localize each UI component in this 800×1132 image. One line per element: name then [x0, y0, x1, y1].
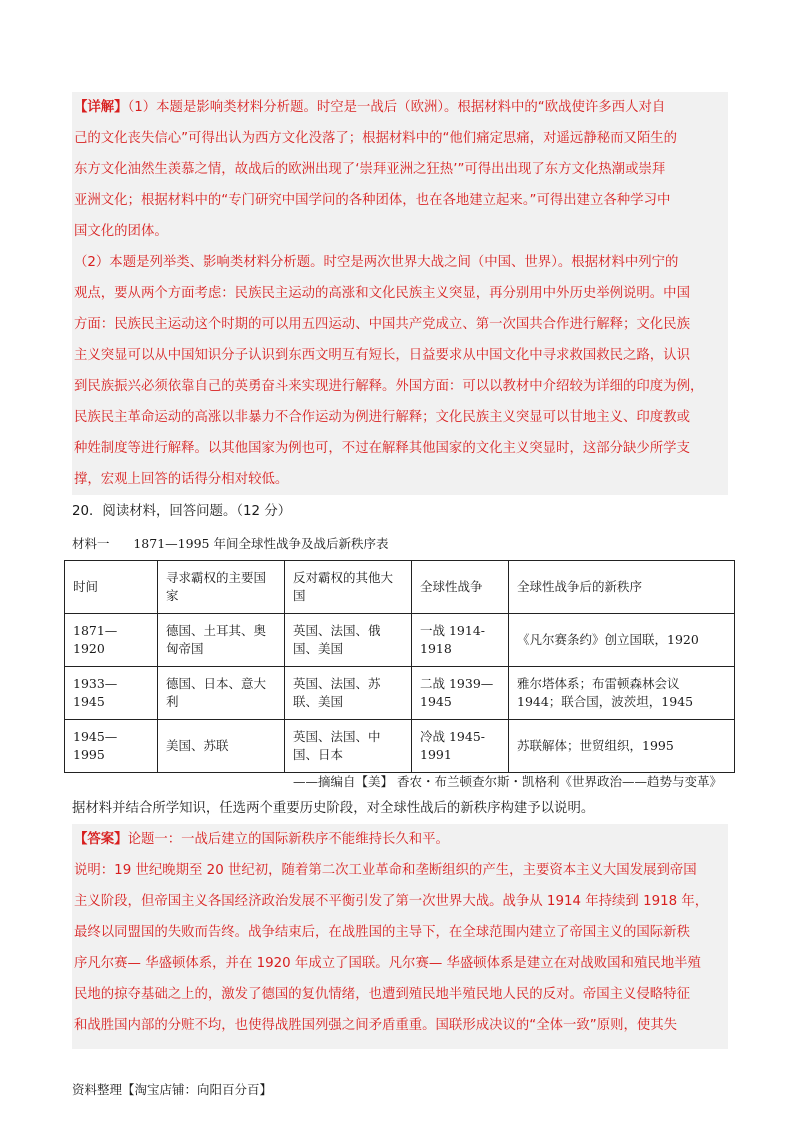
- table-header-row: [65, 561, 735, 614]
- table-cell: 德国、日本、意大利: [158, 667, 285, 720]
- answer-line: 【答案】论题一：一战后建立的国际新秩序不能维持长久和平。: [74, 832, 449, 847]
- answer-line: 最终以同盟国的失败而告终。战争结束后，在战胜国的主导下，在全球范围内建立了帝国主义的国际新秩: [74, 925, 690, 940]
- table-cell: 一战 1914-1918: [412, 614, 509, 667]
- table-header-cell: 反对霸权的其他大国: [285, 561, 412, 614]
- table-cell: 英国、法国、俄国、美国: [285, 614, 412, 667]
- page-footer: 资料整理【淘宝店铺：向阳百分百】: [72, 1082, 273, 1097]
- answer-line: 主义阶段，但帝国主义各国经济政治发展不平衡引发了第一次世界大战。战争从 1914 年持续到 1918 年，: [74, 894, 709, 909]
- explanation-line: 东方文化油然生羡慕之情，故战后的欧洲出现了‘崇拜亚洲之狂热’”可得出出现了东方文化热潮或崇拜: [74, 162, 666, 177]
- question-title: 20．阅读材料，回答问题。（12 分）: [72, 504, 292, 519]
- answer-line: 民地的掠夺基础之上的，激发了德国的复仇情绪，也遭到殖民地半殖民地人民的反对。帝国主义侵略特征: [74, 987, 690, 1002]
- table-row: [65, 667, 735, 720]
- explanation-line: 观点，要从两个方面考虑：民族民主运动的高涨和文化民族主义突显，再分别用中外历史举例说明。中国: [74, 286, 690, 301]
- explanation-line: 撑，宏观上回答的话得分相对较低。: [74, 472, 289, 487]
- table-cell: 英国、法国、中国、日本: [285, 720, 412, 773]
- answer-block: [72, 824, 728, 1049]
- table-header-cell: 时间: [65, 561, 158, 614]
- table-row: [65, 720, 735, 773]
- table-cell: 德国、土耳其、奥匈帝国: [158, 614, 285, 667]
- explanation-line: 到民族振兴必须依靠自己的英勇奋斗来实现进行解释。外国方面：可以以教材中介绍较为详细的印度为例，: [74, 379, 704, 394]
- material-source: ——摘编自【美】 香农・布兰顿查尔斯・凯格利《世界政治——趋势与变革》: [293, 774, 722, 789]
- table-cell: 《凡尔赛条约》创立国联，1920: [509, 614, 735, 667]
- table-header-cell: 全球性战争后的新秩序: [509, 561, 735, 614]
- table-cell: 二战 1939—1945: [412, 667, 509, 720]
- table-cell: 英国、法国、苏联、美国: [285, 667, 412, 720]
- answer-line: 序凡尔赛— 华盛顿体系，并在 1920 年成立了国联。凡尔赛— 华盛顿体系是建立在对战败国和殖民地半殖: [74, 956, 701, 971]
- table-cell: 1871—1920: [65, 614, 158, 667]
- answer-line: 说明：19 世纪晚期至 20 世纪初，随着第二次工业革命和垄断组织的产生，主要资本主义大国发展到帝国: [74, 863, 697, 878]
- material-title: 1871—1995 年间全球性战争及战后新秩序表: [133, 536, 389, 551]
- explanation-line: 己的文化丧失信心”可得出认为西方文化没落了；根据材料中的“他们痛定思痛，对遥远静秘而又陌生的: [74, 131, 678, 146]
- table-cell: 1945—1995: [65, 720, 158, 773]
- table-cell: 冷战 1945-1991: [412, 720, 509, 773]
- explanation-line: 国文化的团体。: [74, 224, 168, 239]
- explanation-line: 亚洲文化；根据材料中的“专门研究中国学问的各种团体，也在各地建立起来。”可得出建立各种学习中: [74, 193, 671, 208]
- material-table: [64, 560, 735, 773]
- explanation-line: 【详解】（1）本题是影响类材料分析题。时空是一战后（欧洲）。根据材料中的“欧战使许多西人对自: [74, 100, 666, 115]
- question-prompt: 据材料并结合所学知识，任选两个重要历史阶段，对全球性战后的新秩序构建予以说明。: [72, 801, 595, 816]
- table-cell: 雅尔塔体系；布雷顿森林会议 1944；联合国，波茨坦，1945: [509, 667, 735, 720]
- table-cell: 美国、苏联: [158, 720, 285, 773]
- explanation-line: 民族民主革命运动的高涨以非暴力不合作运动为例进行解释；文化民族主义突显可以甘地主义、印度教或: [74, 410, 690, 425]
- explanation-line: 种姓制度等进行解释。以其他国家为例也可，不过在解释其他国家的文化主义突显时，这部分缺少所学支: [74, 441, 690, 456]
- material-caption: [72, 534, 388, 552]
- answer-line: 和战胜国内部的分赃不均，也使得战胜国列强之间矛盾重重。国联形成决议的“全体一致”原则，使其失: [74, 1018, 678, 1033]
- explanation-line: 主义突显可以从中国知识分子认识到东西文明互有短长，日益要求从中国文化中寻求救国救民之路，认识: [74, 348, 690, 363]
- explanation-tag: 【详解】: [74, 100, 128, 115]
- table-header-cell: 全球性战争: [412, 561, 509, 614]
- table-row: [65, 614, 735, 667]
- explanation-block: [72, 92, 728, 495]
- table-cell: 苏联解体；世贸组织，1995: [509, 720, 735, 773]
- explanation-line: 方面：民族民主运动这个时期的可以用五四运动、中国共产党成立、第一次国共合作进行解释；文化民族: [74, 317, 690, 332]
- table-header-cell: 寻求霸权的主要国家: [158, 561, 285, 614]
- answer-tag: 【答案】: [74, 832, 128, 847]
- table-cell: 1933—1945: [65, 667, 158, 720]
- material-label: 材料一: [72, 536, 110, 551]
- explanation-line: （2）本题是列举类、影响类材料分析题。时空是两次世界大战之间（中国、世界）。根据材料中列宁的: [74, 255, 679, 270]
